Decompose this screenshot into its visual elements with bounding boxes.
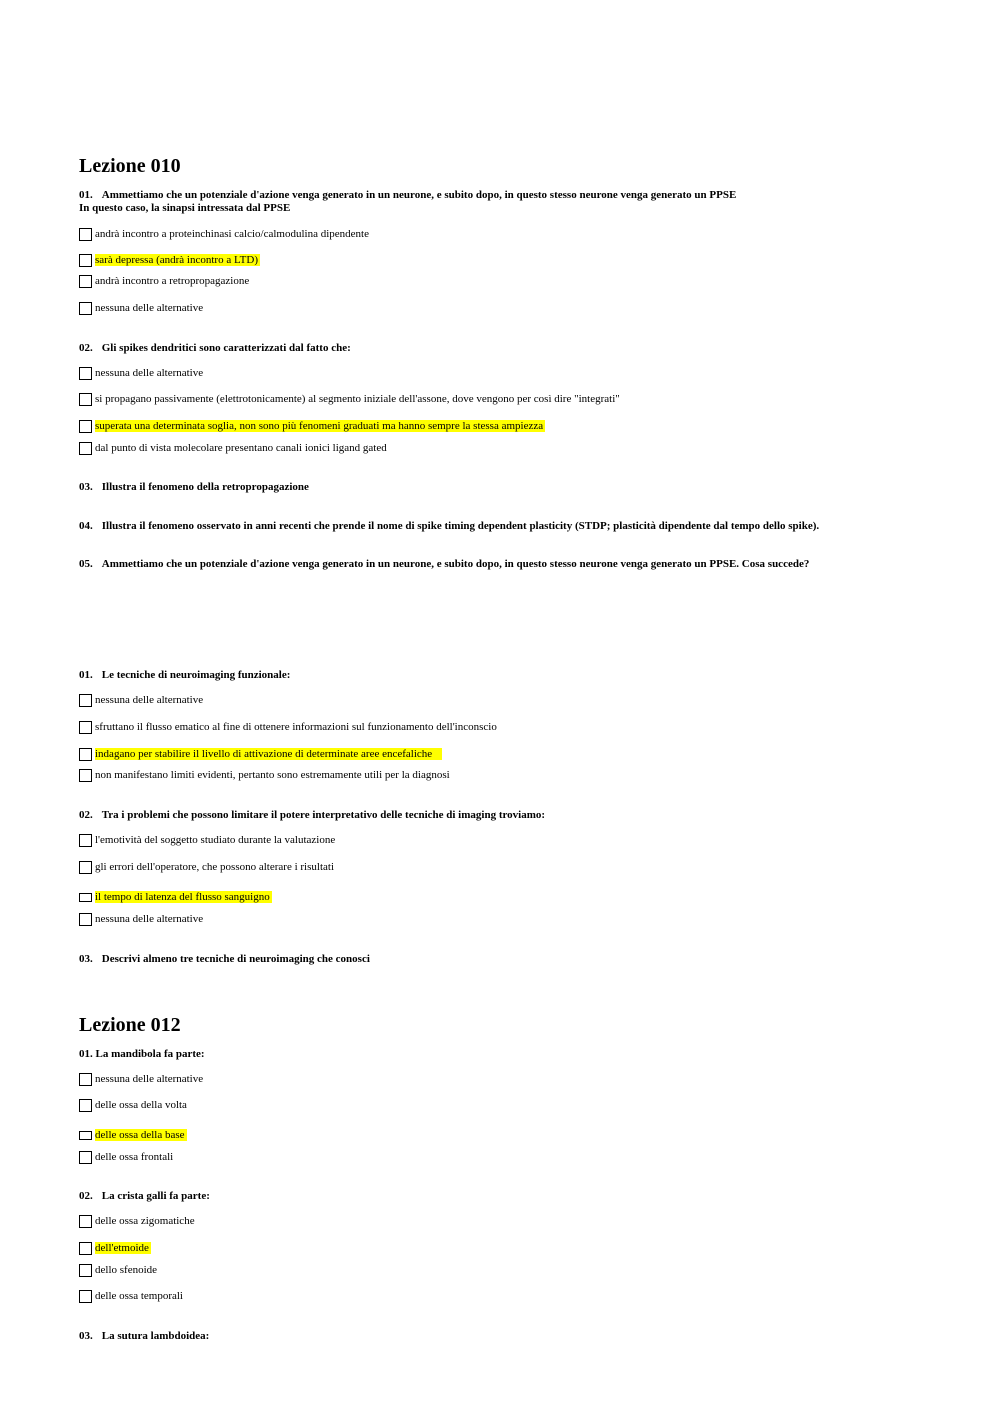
answer-option[interactable] (79, 1288, 183, 1304)
question-line: Gli spikes dendritici sono caratterizzati dal fatto che: (101, 342, 351, 354)
checkbox[interactable] (79, 1290, 92, 1303)
question-text (79, 1330, 209, 1343)
answer-option[interactable] (79, 746, 442, 762)
option-label: delle ossa zigomatiche (95, 1215, 195, 1227)
option-label: andrà incontro a proteinchinasi calcio/calmodulina dipendente (95, 228, 369, 240)
answer-option[interactable] (79, 391, 620, 407)
question-line: La mandibola fa parte: (95, 1048, 205, 1060)
checkbox[interactable] (79, 302, 92, 315)
answer-option[interactable] (79, 440, 387, 456)
question-line: Ammettiamo che un potenziale d'azione venga generato in un neurone, e subito dopo, in questo stesso neurone venga generato un PPSE. Cosa succede? (101, 558, 810, 570)
question-text (79, 520, 819, 533)
question-number: 02. (79, 342, 93, 354)
question-text (79, 953, 370, 966)
question-text (79, 1048, 205, 1061)
checkbox[interactable] (79, 420, 92, 433)
question-number: 02. (79, 1190, 93, 1202)
option-label-highlighted: il tempo di latenza del flusso sanguigno (95, 891, 270, 903)
question-line: Le tecniche di neuroimaging funzionale: (101, 669, 291, 681)
answer-option[interactable] (79, 889, 272, 905)
checkbox[interactable] (79, 861, 92, 874)
option-label: dello sfenoide (95, 1264, 158, 1276)
question-line: Descrivi almeno tre tecniche di neuroimaging che conosci (101, 953, 370, 965)
question-number: 01. (79, 669, 93, 681)
question-number: 01. (79, 1048, 93, 1060)
answer-option[interactable] (79, 226, 369, 242)
option-label: gli errori dell'operatore, che possono alterare i risultati (95, 861, 335, 873)
answer-option[interactable] (79, 767, 450, 783)
checkbox[interactable] (79, 442, 92, 455)
question-number: 03. (79, 481, 93, 493)
option-label: nessuna delle alternative (95, 1073, 204, 1085)
option-label: sfruttano il flusso ematico al fine di ottenere informazioni sul funzionamento dell'inconscio (95, 721, 497, 733)
answer-option[interactable] (79, 832, 335, 848)
checkbox[interactable] (79, 694, 92, 707)
question-line: Tra i problemi che possono limitare il potere interpretativo delle tecniche di imaging troviamo: (101, 809, 546, 821)
checkbox[interactable] (79, 748, 92, 761)
question-number: 05. (79, 558, 93, 570)
option-label-highlighted: delle ossa della base (95, 1129, 185, 1141)
option-label: nessuna delle alternative (95, 913, 204, 925)
checkbox[interactable] (79, 1264, 92, 1277)
answer-option[interactable] (79, 1149, 173, 1165)
question-number: 02. (79, 809, 93, 821)
answer-option[interactable] (79, 911, 203, 927)
checkbox[interactable] (79, 1131, 92, 1140)
checkbox[interactable] (79, 275, 92, 288)
answer-option[interactable] (79, 273, 249, 289)
checkbox[interactable] (79, 1073, 92, 1086)
question-line: Illustra il fenomeno osservato in anni recenti che prende il nome di spike timing dependent plasticity (STDP; plasticità dipendente dal tempo dello spike). (101, 520, 820, 532)
option-label-highlighted: superata una determinata soglia, non sono più fenomeni graduati ma hanno sempre la stessa ampiezza (95, 420, 544, 432)
checkbox[interactable] (79, 393, 92, 406)
option-label: dal punto di vista molecolare presentano canali ionici ligand gated (95, 442, 387, 454)
checkbox[interactable] (79, 769, 92, 782)
question-text (79, 558, 809, 571)
answer-option[interactable] (79, 719, 497, 735)
option-label: andrà incontro a retropropagazione (95, 275, 250, 287)
option-label: delle ossa temporali (95, 1290, 183, 1302)
answer-option[interactable] (79, 1262, 157, 1278)
question-text (79, 189, 736, 202)
answer-option[interactable] (79, 418, 545, 434)
checkbox[interactable] (79, 1151, 92, 1164)
lesson-title: Lezione 012 (79, 1014, 181, 1036)
question-line: La crista galli fa parte: (101, 1190, 210, 1202)
question-text (79, 669, 290, 682)
question-number: 03. (79, 1330, 93, 1342)
question-line: Illustra il fenomeno della retropropagazione (101, 481, 309, 493)
option-label: nessuna delle alternative (95, 694, 204, 706)
checkbox[interactable] (79, 254, 92, 267)
checkbox[interactable] (79, 367, 92, 380)
checkbox[interactable] (79, 1242, 92, 1255)
question-text (79, 481, 309, 494)
checkbox[interactable] (79, 721, 92, 734)
checkbox[interactable] (79, 228, 92, 241)
option-label-highlighted: sarà depressa (andrà incontro a LTD) (95, 254, 258, 266)
answer-option[interactable] (79, 300, 203, 316)
question-text (79, 1190, 210, 1203)
answer-option[interactable] (79, 1097, 187, 1113)
question-text (79, 809, 545, 822)
answer-option[interactable] (79, 692, 203, 708)
checkbox[interactable] (79, 913, 92, 926)
option-label: delle ossa frontali (95, 1151, 174, 1163)
answer-option[interactable] (79, 252, 260, 268)
option-label: si propagano passivamente (elettrotonicamente) al segmento iniziale dell'assone, dove vengono per così dire "integrati" (95, 393, 620, 405)
checkbox[interactable] (79, 1099, 92, 1112)
answer-option[interactable] (79, 1071, 203, 1087)
option-label: l'emotività del soggetto studiato durante la valutazione (95, 834, 336, 846)
option-label: nessuna delle alternative (95, 367, 204, 379)
option-label: non manifestano limiti evidenti, pertanto sono estremamente utili per la diagnosi (95, 769, 450, 781)
checkbox[interactable] (79, 834, 92, 847)
question-line: La sutura lambdoidea: (101, 1330, 210, 1342)
question-line: Ammettiamo che un potenziale d'azione venga generato in un neurone, e subito dopo, in questo stesso neurone venga generato un PPSE (101, 189, 737, 201)
checkbox[interactable] (79, 893, 92, 902)
question-number: 01. (79, 189, 93, 201)
question-text (79, 342, 351, 355)
question-number: 04. (79, 520, 93, 532)
question-text-line2: In questo caso, la sinapsi intressata dal PPSE (79, 202, 291, 214)
answer-option[interactable] (79, 1127, 187, 1143)
option-label-highlighted: dell'etmoide (95, 1242, 149, 1254)
answer-option[interactable] (79, 365, 203, 381)
option-label: delle ossa della volta (95, 1099, 187, 1111)
answer-option[interactable] (79, 1213, 195, 1229)
option-label-highlighted: indagano per stabilire il livello di attivazione di determinate aree encefaliche (95, 748, 442, 760)
option-label: nessuna delle alternative (95, 302, 204, 314)
question-number: 03. (79, 953, 93, 965)
checkbox[interactable] (79, 1215, 92, 1228)
answer-option[interactable] (79, 859, 334, 875)
lesson-title: Lezione 010 (79, 155, 181, 177)
answer-option[interactable] (79, 1240, 151, 1256)
